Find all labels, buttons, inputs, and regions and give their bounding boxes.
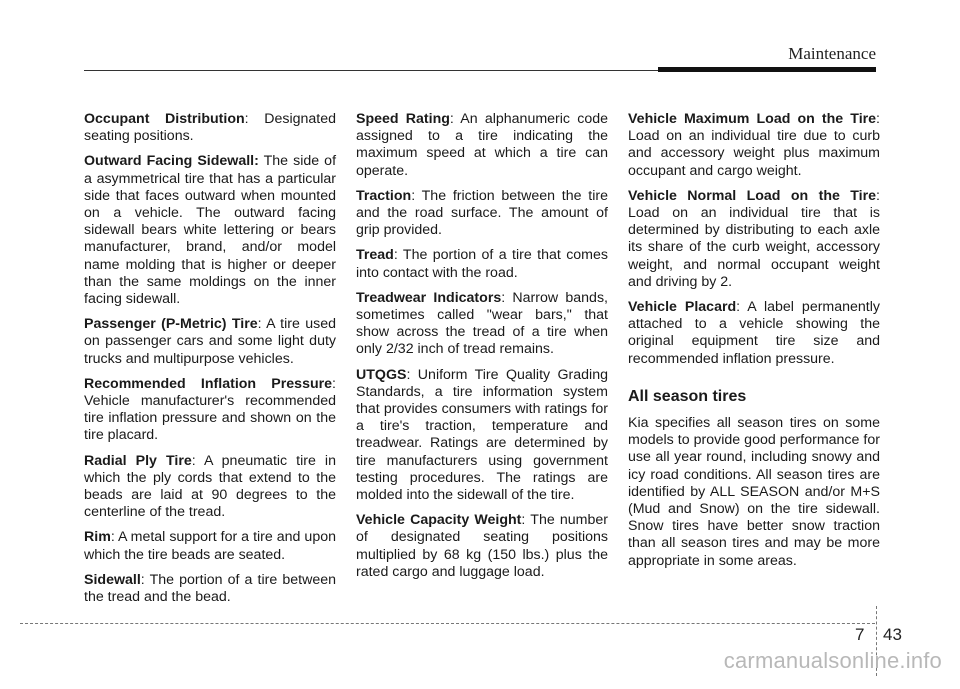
glossary-term: Vehicle Normal Load on the Tire [628, 187, 877, 204]
glossary-term: Vehicle Maximum Load on the Tire [628, 111, 877, 127]
glossary-term: Occupant Distribution [84, 111, 245, 127]
column-2 [356, 111, 608, 589]
glossary-entry-vehicle-placard [628, 299, 880, 368]
glossary-term: Radial Ply Tire [84, 452, 192, 469]
glossary-definition: : A label permanently attached to a vehicle showing the original equipment tire size and recommended inflation pressure. [628, 299, 880, 367]
glossary-definition: : The portion of a tire that comes into contact with the road. [356, 247, 608, 281]
glossary-term: Traction [356, 187, 412, 204]
glossary-entry-occupant-distribution [84, 111, 336, 145]
glossary-entry-treadwear-indicators [356, 290, 608, 359]
column-3 [628, 111, 880, 578]
glossary-definition: : The friction between the tire and the road surface. The amount of grip provided. [356, 187, 608, 239]
glossary-definition: : A metal support for a tire and upon which the tire beads are seated. [84, 529, 336, 563]
glossary-entry-vehicle-normal-load [628, 188, 880, 291]
glossary-term: Tread [356, 247, 394, 264]
footer-dashed-rule [20, 623, 875, 624]
header-rule-thin [84, 70, 674, 71]
glossary-definition: : The number of designated seating positions multiplied by 68 kg (150 lbs.) plus the rated cargo and luggage load. [356, 512, 609, 580]
glossary-entry-traction [356, 188, 608, 240]
glossary-definition: : A pneumatic tire in which the ply cords that extend to the beads are laid at 90 degrees to the centerline of the tread. [84, 452, 336, 521]
glossary-entry-passenger-tire [84, 316, 336, 368]
glossary-term: Speed Rating [356, 111, 450, 127]
glossary-entry-recommended-inflation-pressure [84, 376, 336, 445]
glossary-definition: : Load on an individual tire that is determined by distributing to each axle its share of the curb weight, accessory weight, and normal occupant weight and driving by 2. [628, 187, 880, 290]
glossary-definition: : Designated seating positions. [84, 111, 336, 145]
glossary-entry-speed-rating [356, 111, 608, 180]
glossary-term: Treadwear Indicators [356, 289, 502, 306]
glossary-definition: : Vehicle manufacturer's recommended tire inflation pressure and shown on the tire placard. [84, 375, 336, 444]
glossary-entry-tread [356, 247, 608, 281]
glossary-entry-outward-facing-sidewall [84, 153, 336, 308]
glossary-term: Passenger (P-Metric) Tire [84, 316, 258, 333]
chapter-number: 7 [855, 625, 865, 644]
glossary-term: Vehicle Capacity Weight [356, 512, 522, 529]
section-body-all-season-tires: Kia specifies all season tires on some models to provide good performance for use all year round, including snowy and icy road conditions. All season tires are identified by ALL SEASON and/or M+S (Mud and Snow) on the tire sidewall. Snow tires have better snow traction than all season tires and may be more appropriate in some areas. [628, 415, 880, 569]
glossary-definition: : Load on an individual tire due to curb and accessory weight plus maximum occupant and cargo weight. [628, 111, 880, 179]
glossary-term: Recommended Inflation Pressure [84, 375, 333, 392]
glossary-entry-vehicle-maximum-load [628, 111, 880, 180]
glossary-term: Sidewall [84, 571, 141, 588]
watermark: carmanualsonline.info [723, 648, 942, 673]
glossary-term: Rim [84, 529, 111, 546]
glossary-definition: : Uniform Tire Quality Grading Standards, a tire information system that provides consumers with ratings for a tire's traction, temperature and treadwear. Ratings are determined by tire manufacturers using government testing procedures. The ratings are molded into the sidewall of the tire. [356, 366, 608, 504]
glossary-definition: : A tire used on passenger cars and some light duty trucks and multipurpose vehicles. [84, 316, 337, 367]
glossary-entry-radial-ply-tire [84, 453, 336, 522]
glossary-definition: : An alphanumeric code assigned to a tire indicating the maximum speed at which a tire can operate. [356, 111, 608, 179]
glossary-entry-rim [84, 529, 336, 563]
glossary-term: UTQGS [356, 366, 407, 383]
page-header-title: Maintenance [788, 44, 876, 63]
glossary-entry-sidewall [84, 572, 336, 606]
glossary-term: Outward Facing Sidewall: [84, 153, 259, 170]
glossary-definition: : The portion of a tire between the tread and the bead. [84, 571, 336, 606]
page-number: 43 [883, 625, 902, 644]
header-rule-thick [658, 67, 876, 72]
section-heading-all-season-tires: All season tires [628, 387, 747, 405]
glossary-entry-utqgs [356, 367, 608, 505]
column-1 [84, 111, 336, 614]
glossary-entry-vehicle-capacity-weight [356, 512, 608, 581]
glossary-definition: : Narrow bands, sometimes called "wear bars," that show across the tread of a tire when only 2/32 inch of tread remains. [356, 289, 608, 358]
glossary-term: Vehicle Placard [628, 299, 737, 316]
glossary-definition: The side of a asymmetrical tire that has a particular side that faces outward when mounted on a vehicle. The outward facing sidewall bears white lettering or bears manufacturer, brand, and/or model name molding that is higher or deeper than the same moldings on the inner facing sidewall. [84, 153, 337, 308]
